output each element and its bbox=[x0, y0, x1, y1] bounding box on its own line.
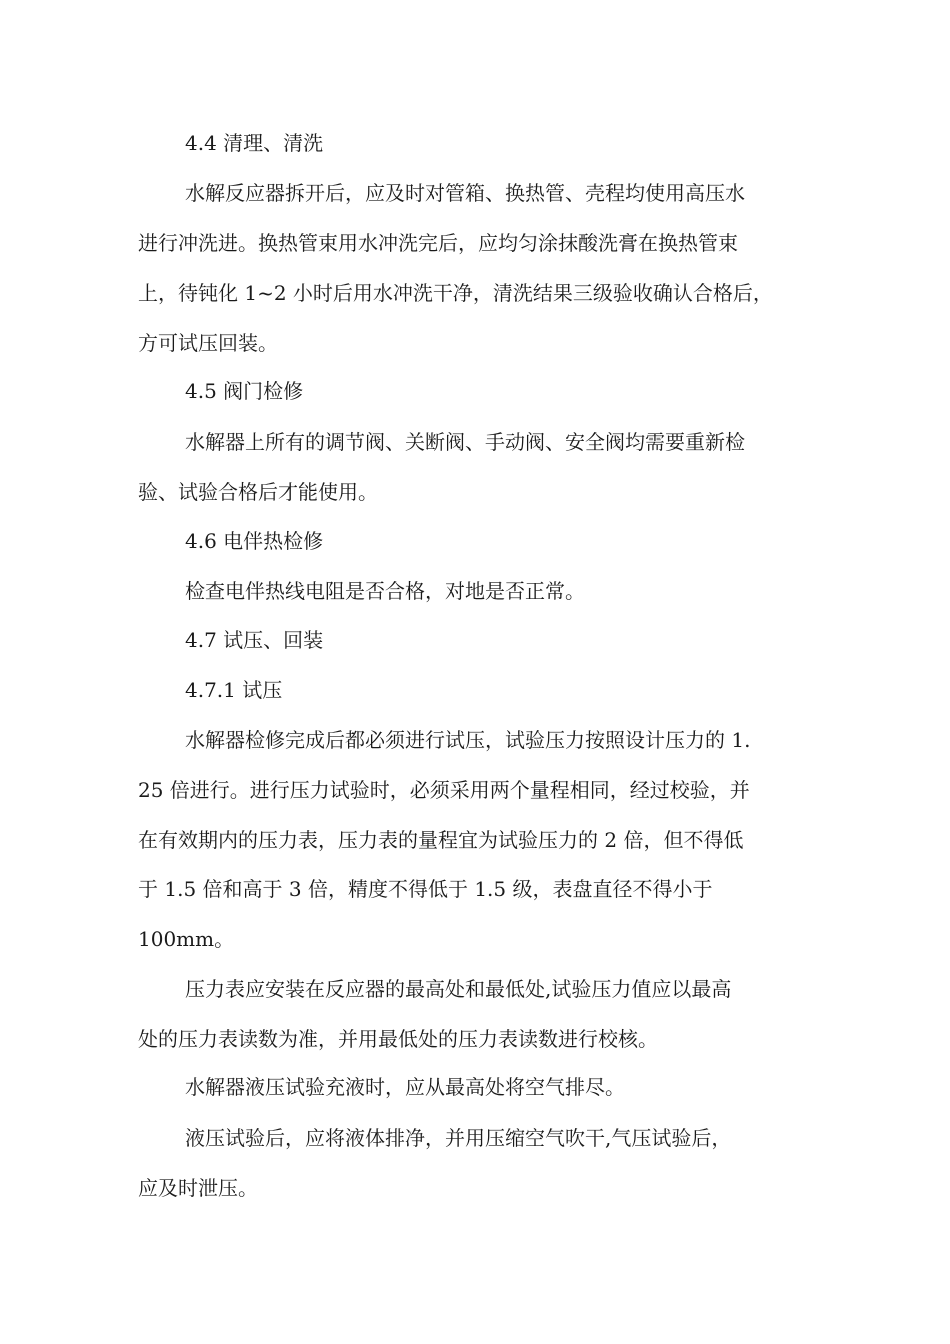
paragraph-line: 水解器液压试验充液时，应从最高处将空气排尽。 bbox=[185, 1075, 625, 1099]
paragraph-line: 检查电伴热线电阻是否合格，对地是否正常。 bbox=[185, 579, 585, 603]
paragraph-line: 水解器检修完成后都必须进行试压，试验压力按照设计压力的 1. bbox=[185, 728, 751, 752]
paragraph-line: 验、试验合格后才能使用。 bbox=[138, 480, 378, 504]
paragraph-line: 压力表应安装在反应器的最高处和最低处,试验压力值应以最高 bbox=[185, 977, 732, 1001]
heading-4-5: 4.5 阀门检修 bbox=[185, 379, 304, 403]
paragraph-line: 水解器上所有的调节阀、关断阀、手动阀、安全阀均需要重新检 bbox=[185, 430, 745, 454]
paragraph-line: 上，待钝化 1~2 小时后用水冲洗干净，清洗结果三级验收确认合格后， bbox=[138, 281, 773, 305]
paragraph-line: 25 倍进行。进行压力试验时，必须采用两个量程相同，经过校验，并 bbox=[138, 778, 750, 802]
paragraph-line: 100mm。 bbox=[138, 927, 235, 951]
heading-4-7: 4.7 试压、回装 bbox=[185, 628, 324, 652]
paragraph-line: 在有效期内的压力表，压力表的量程宜为试验压力的 2 倍，但不得低 bbox=[138, 828, 744, 852]
paragraph-line: 水解反应器拆开后，应及时对管箱、换热管、壳程均使用高压水 bbox=[185, 181, 745, 205]
heading-4-7-1: 4.7.1 试压 bbox=[185, 678, 283, 702]
paragraph-line: 于 1.5 倍和高于 3 倍，精度不得低于 1.5 级，表盘直径不得小于 bbox=[138, 877, 713, 901]
heading-4-6: 4.6 电伴热检修 bbox=[185, 529, 324, 553]
paragraph-line: 进行冲洗进。换热管束用水冲洗完后，应均匀涂抹酸洗膏在换热管束 bbox=[138, 231, 738, 255]
paragraph-line: 处的压力表读数为准，并用最低处的压力表读数进行校核。 bbox=[138, 1027, 658, 1051]
paragraph-line: 方可试压回装。 bbox=[138, 331, 278, 355]
paragraph-line: 应及时泄压。 bbox=[138, 1176, 258, 1200]
paragraph-line: 液压试验后，应将液体排净，并用压缩空气吹干,气压试验后， bbox=[185, 1126, 732, 1150]
heading-4-4: 4.4 清理、清洗 bbox=[185, 131, 324, 155]
